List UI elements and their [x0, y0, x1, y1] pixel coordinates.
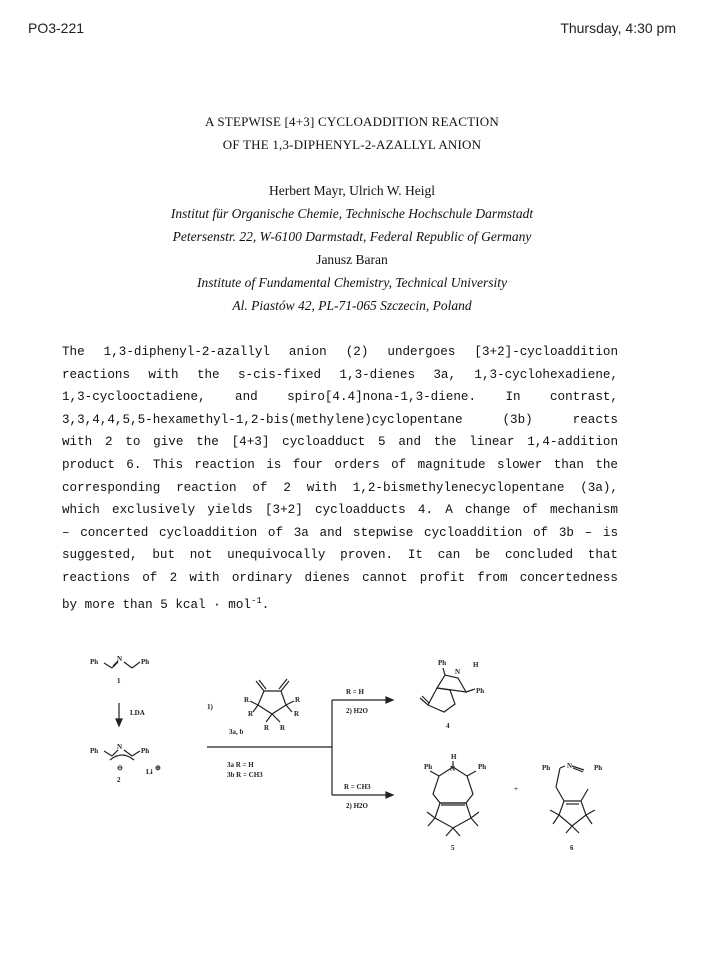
abstract-line: reactions with the s-cis-fixed 1,3-dienes 3a, 1,3-cyclohexadiene,: [62, 367, 618, 382]
ph-label: Ph: [476, 687, 485, 695]
r-label: R: [295, 696, 301, 704]
diene-3-structure: [250, 679, 294, 722]
ph-label: Ph: [478, 763, 487, 771]
r-label: R: [294, 710, 300, 718]
diene-label: 3a, b: [229, 728, 244, 736]
li-label: Li: [146, 768, 153, 776]
session-time: Thursday, 4:30 pm: [560, 20, 676, 36]
abstract-last-line: [62, 590, 618, 613]
ph-label: Ph: [438, 659, 447, 667]
lda-label: LDA: [130, 709, 145, 717]
compound-1-label: 1: [117, 677, 121, 685]
abstract-line: reactions of 2 with ordinary dienes cannot profit from concertedness: [62, 570, 618, 585]
r-label: R: [264, 724, 270, 732]
n-label: N: [567, 762, 573, 770]
ph-label: Ph: [424, 763, 433, 771]
top-condition-1: R = H: [346, 688, 364, 696]
product-6-structure: [550, 766, 595, 833]
affiliation-darmstadt: Institut für Organische Chemie, Technische Hochschule Darmstadt: [170, 206, 534, 221]
address-darmstadt: Petersenstr. 22, W-6100 Darmstadt, Federal Republic of Germany: [172, 229, 532, 244]
product-5-label: 5: [451, 844, 455, 852]
minus-charge: ⊖: [117, 764, 123, 772]
abstract-line: corresponding reaction of 2 with 1,2-bismethylenecyclopentane (3a),: [62, 480, 618, 495]
address-szczecin: Al. Piastów 42, PL-71-065 Szczecin, Poland: [232, 298, 472, 313]
abstract-line-text: by more than 5 kcal · mol: [62, 597, 251, 612]
title-line-1: A STEPWISE [4+3] CYCLOADDITION REACTION: [205, 114, 499, 129]
h-label: H: [473, 661, 479, 669]
reaction-scheme: [0, 630, 704, 880]
compound-2-label: 2: [117, 776, 121, 784]
product-4-structure: [420, 668, 475, 712]
author-szczecin: Janusz Baran: [316, 252, 388, 267]
ph-label: Ph: [90, 658, 99, 666]
ph-label: Ph: [594, 764, 603, 772]
affiliation-szczecin: Institute of Fundamental Chemistry, Technical University: [197, 275, 507, 290]
ph-label: Ph: [542, 764, 551, 772]
bottom-condition-1: R = CH3: [344, 783, 371, 791]
def-3b: 3b R = CH3: [227, 771, 263, 779]
plus-charge: ⊕: [155, 764, 161, 772]
n-label: N: [450, 765, 456, 773]
authors-darmstadt: Herbert Mayr, Ulrich W. Heigl: [269, 183, 435, 198]
r-label: R: [280, 724, 286, 732]
plus-sign: +: [514, 785, 518, 793]
abstract-line: with 2 to give the [4+3] cycloadduct 5 and the linear 1,4-addition: [62, 435, 618, 450]
abstract-line: The 1,3-diphenyl-2-azallyl anion (2) undergoes [3+2]-cycloaddition: [62, 345, 618, 359]
title-line-2: OF THE 1,3-DIPHENYL-2-AZALLYL ANION: [222, 137, 482, 152]
abstract-line: suggested, but not unequivocally proven. It can be concluded that: [62, 548, 618, 563]
step-1-label: 1): [207, 703, 213, 711]
abstract: [62, 341, 618, 612]
abstract-line: product 6. This reaction is four orders of magnitude slower than the: [62, 457, 618, 472]
compound-2-structure: [104, 750, 140, 760]
r-label: R: [248, 710, 254, 718]
bottom-condition-2: 2) H2O: [346, 802, 368, 810]
ph-label: Ph: [90, 747, 99, 755]
superscript: -1: [250, 595, 262, 606]
def-3a: 3a R = H: [227, 761, 254, 769]
n-label: N: [455, 668, 461, 676]
ph-label: Ph: [141, 747, 150, 755]
product-4-label: 4: [446, 722, 450, 730]
top-condition-2: 2) H2O: [346, 707, 368, 715]
h-label: H: [451, 753, 457, 761]
poster-code: PO3-221: [28, 20, 85, 36]
n-label: N: [117, 655, 123, 663]
product-6-label: 6: [570, 844, 574, 852]
abstract-line: – concerted cycloaddition of 3a and stepwise cycloaddition of 3b – is: [62, 525, 618, 540]
abstract-line: which exclusively yields [3+2] cycloadducts 4. A change of mechanism: [62, 503, 618, 518]
n-label: N: [117, 743, 123, 751]
period: .: [261, 597, 270, 612]
ph-label: Ph: [141, 658, 150, 666]
r-label: R: [244, 696, 250, 704]
abstract-line: 3,3,4,4,5,5-hexamethyl-1,2-bis(methylene)cyclopentane (3b) reacts: [62, 412, 618, 427]
abstract-line: 1,3-cyclooctadiene, and spiro[4.4]nona-1,3-diene. In contrast,: [62, 390, 618, 405]
